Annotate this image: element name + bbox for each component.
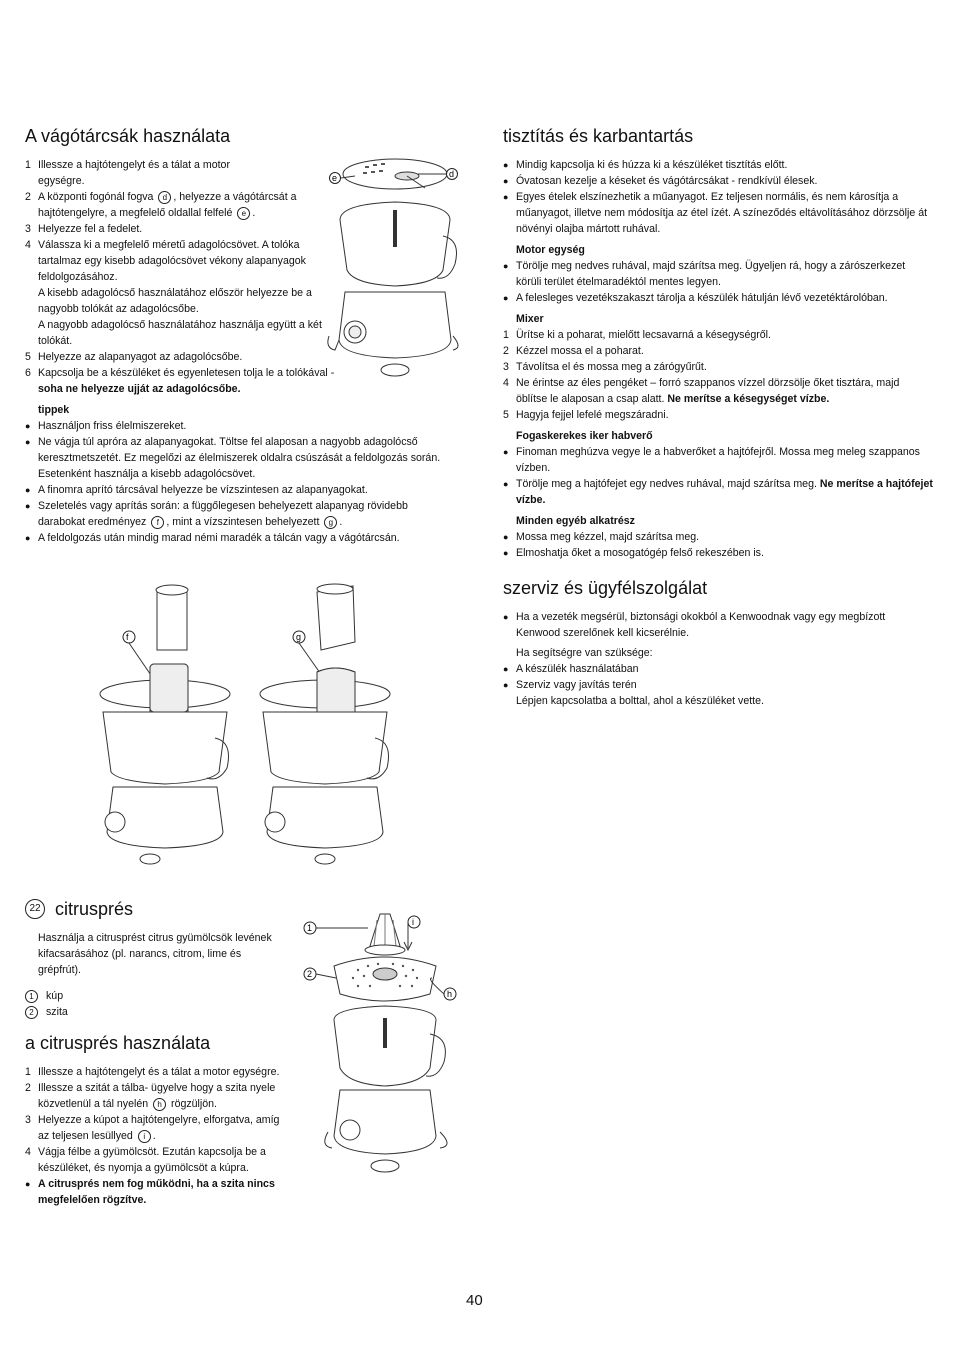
list-item: ● Finoman meghúzva vegye le a habverőket a hajtófejről. Mossa meg meleg szappanos vízben. <box>503 444 933 476</box>
list-item: ● Mossa meg kézzel, majd szárítsa meg. <box>503 529 933 545</box>
list-item: 4 Vágja félbe a gyümölcsöt. Ezután kapcsolja be a készüléket, és nyomja a gyümölcsöt a kúpra. <box>25 1146 266 1174</box>
ref-marker: i <box>138 1130 151 1143</box>
label-h: h <box>447 989 453 999</box>
ref-marker: h <box>153 1098 166 1111</box>
tips-title: tippek <box>38 404 70 416</box>
citrus-warning <box>25 1176 285 1208</box>
ref-marker: d <box>158 191 171 204</box>
list-item: ● Szeletelés vagy aprítás során: a függőlegesen behelyezett alapanyag rövidebb darabokat eredményez f , mint a vízszintesen behelyezett g . <box>25 498 457 530</box>
list-item: ● A készülék használatában <box>503 661 933 677</box>
label-d: d <box>449 169 455 179</box>
figure-disc-processor <box>325 152 465 382</box>
section-heading-slicing: A vágótárcsák használata <box>25 126 231 146</box>
citrus-use-heading: a citrusprés használata <box>25 1033 211 1053</box>
list-item: ● Elmoshatja őket a mosogatógép felső rekeszében is. <box>503 545 933 561</box>
mixer-list <box>503 327 933 423</box>
service-help: Ha segítségre van szüksége: <box>516 647 653 659</box>
citrus-intro: Használja a citrusprést citrus gyümölcsök levének kifacsarásához (pl. narancs, citrom, lime és grépfrút). <box>38 932 272 976</box>
whisk-list <box>503 444 933 508</box>
list-item: 1 Ürítse ki a poharat, mielőtt lecsavarná a késegységről. <box>503 329 771 341</box>
service-items <box>503 661 933 693</box>
list-item: 4 Válassza ki a megfelelő méretű adagolócsövet. A tolóka tartalmaz egy kisebb adagolócsövet vékony alapanyagok feldolgozásához. A kisebb adagolócső használatához először helyezze be a nagyobb tolókát az adagolócsőbe. A nagyobb adagolócső használatához használja együtt a két tolókát. <box>25 239 322 347</box>
figure-citrus-press <box>298 908 468 1188</box>
section-number-badge: 22 <box>25 899 45 919</box>
label-g: g <box>296 632 302 642</box>
motor-title: Motor egység <box>516 244 585 256</box>
list-item: 6 Kapcsolja be a készüléket és egyenletesen tolja le a tolókával - soha ne helyezze ujját az adagolócsőbe. <box>25 367 335 395</box>
ref-marker: g <box>324 516 337 529</box>
service-list <box>503 609 903 641</box>
section-heading-service: szerviz és ügyfélszolgálat <box>503 578 708 598</box>
list-item: 3 Távolítsa el és mossa meg a zárógyűrűt. <box>503 361 707 373</box>
label-sieve-2: 2 <box>307 969 313 979</box>
mixer-title: Mixer <box>516 313 544 325</box>
list-item: ● Törölje meg nedves ruhával, majd szárítsa meg. Ügyeljen rá, hogy a zárószerkezet körüli terület ételmaradéktól mentes legyen. <box>503 258 933 290</box>
parts-list <box>25 988 310 1020</box>
page-number: 40 <box>466 1292 483 1309</box>
section-heading-cleaning: tisztítás és karbantartás <box>503 126 694 146</box>
list-item: 1 Illessze a hajtótengelyt és a tálat a motor egységre. <box>25 159 230 187</box>
list-item: ● Szerviz vagy javítás terén <box>503 677 933 693</box>
other-parts-title: Minden egyéb alkatrész <box>516 515 635 527</box>
list-item: ● Egyes ételek elszínezhetik a műanyagot. Ez teljesen normális, és nem károsítja a műanyagot, illetve nem módosítja az étel ízét. A színeződés eltávolításához dörzsölje át növényi olajba mártott ruhával. <box>503 189 933 237</box>
list-item: 1 kúp <box>25 988 310 1004</box>
service-contact: Lépjen kapcsolatba a bolttal, ahol a készüléket vette. <box>516 695 764 707</box>
list-item: ● Óvatosan kezelje a késeket és vágótárcsákat - rendkívül élesek. <box>503 173 933 189</box>
list-item: ● A feldolgozás után mindig marad némi maradék a tálcán vagy a vágótárcsán. <box>25 530 457 546</box>
list-item: ● Ne vágja túl apróra az alapanyagokat. Töltse fel alaposan a nagyobb adagolócső keresztmetszetét. Ez megelőzi az élelmiszerek oldalra csúszását a feldolgozás során. Esetenként használja a kisebb adagolócsövet. <box>25 434 457 482</box>
list-item: 5 Hagyja fejjel lefelé megszáradni. <box>503 409 669 421</box>
figure-feed-tube-g <box>255 582 395 867</box>
figure-feed-tube-f <box>95 582 235 867</box>
other-parts-list <box>503 529 933 561</box>
cleaning-general-list <box>503 157 933 237</box>
right-column <box>503 125 933 709</box>
list-item: 5 Helyezze az alapanyagot az adagolócsőbe. <box>25 351 243 363</box>
list-item: ● A finomra aprító tárcsával helyezze be vízszintesen az alapanyagokat. <box>25 482 457 498</box>
list-item: ● A felesleges vezetékszakaszt tárolja a készülék hátulján lévő vezetéktárolóban. <box>503 290 933 306</box>
list-item: ● Mindig kapcsolja ki és húzza ki a készüléket tisztítás előtt. <box>503 157 933 173</box>
whisk-title: Fogaskerekes iker habverő <box>516 430 653 442</box>
list-item: ● Ha a vezeték megsérül, biztonsági okokból a Kenwoodnak vagy egy megbízott Kenwood szerelőnek kell kicserélnie. <box>503 609 903 641</box>
list-item: 2 Kézzel mossa el a poharat. <box>503 345 644 357</box>
list-item: ● Használjon friss élelmiszereket. <box>25 418 457 434</box>
list-item: 2 Illessze a szitát a tálba- ügyelve hogy a szita nyele közvetlenül a tál nyelén h rögzüljön. <box>25 1082 276 1110</box>
citrus-steps <box>25 1064 285 1176</box>
label-i: i <box>412 917 414 927</box>
motor-list <box>503 258 933 306</box>
citrus-section <box>25 898 313 1208</box>
list-item: ● Törölje meg a hajtófejet egy nedves ruhával, majd szárítsa meg. Ne merítse a hajtófejet vízbe. <box>503 476 933 508</box>
label-cone-1: 1 <box>307 923 313 933</box>
label-f: f <box>126 632 129 642</box>
list-item: ● A citrusprés nem fog működni, ha a szita nincs megfelelően rögzítve. <box>25 1176 285 1208</box>
list-item: 2 szita <box>25 1004 310 1020</box>
ref-marker: f <box>151 516 164 529</box>
list-item: 4 Ne érintse az éles pengéket – forró szappanos vízzel dörzsölje őket tisztára, majd öblítse le alaposan a csap alatt. Ne merítse a késegységet vízbe. <box>503 377 900 405</box>
list-item: 3 Helyezze a kúpot a hajtótengelyre, elforgatva, amíg az teljesen lesüllyed i . <box>25 1114 280 1142</box>
ref-marker: e <box>237 207 250 220</box>
list-item: 3 Helyezze fel a fedelet. <box>25 223 143 235</box>
label-e: e <box>332 173 338 183</box>
tips-list <box>25 418 457 546</box>
list-item: 2 A központi fogónál fogva d , helyezze a vágótárcsát a hajtótengelyre, a megfelelő oldallal felfelé e . <box>25 191 297 219</box>
citrus-heading: 22 citrusprés <box>25 898 310 920</box>
list-item: 1 Illessze a hajtótengelyt és a tálat a motor egységre. <box>25 1066 280 1078</box>
